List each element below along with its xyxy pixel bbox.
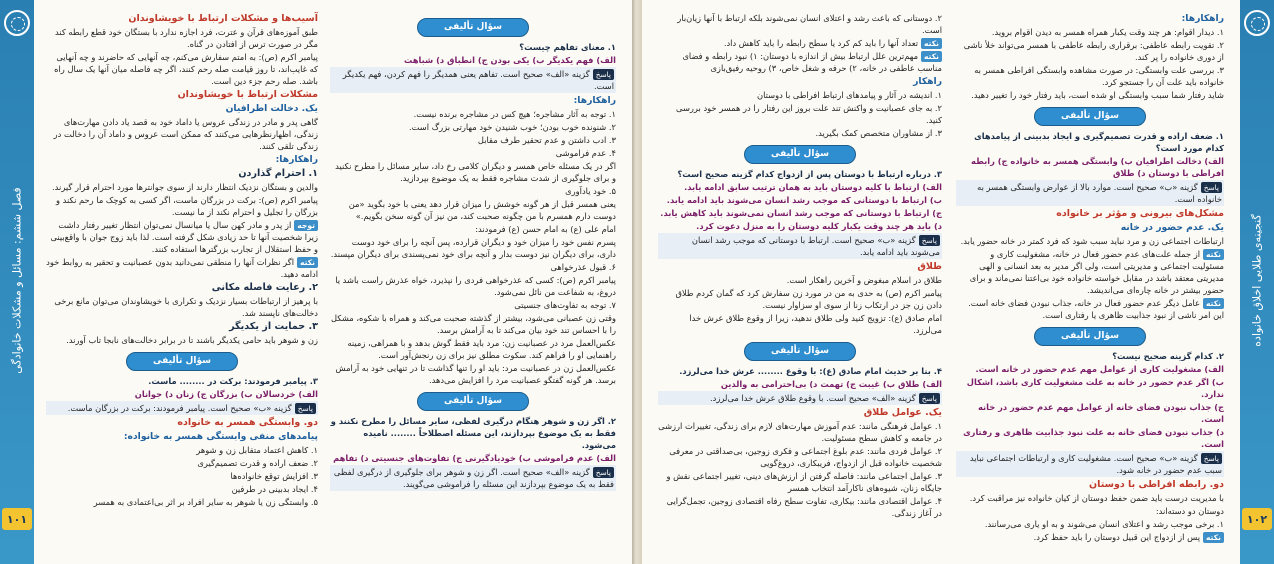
item-heading: ۱. احترام گذاردن <box>238 168 318 179</box>
body-text: عکس‌العمل زن در عصبانیت مرد: باید او را تنها گذاشت تا در تنهایی خود به آرامش برسد. هر گونه گفتگو عصبانیت مرد را افزایش می‌دهد. <box>335 363 616 385</box>
body-text: ۴. ایجاد بدبینی در طرفین <box>231 484 318 494</box>
body-text: ۱. برخی موجب رشد و اعتلای انسان می‌شوند و به او یاری می‌رسانند. <box>984 519 1224 529</box>
body-text: پیامبر اکرم (ص): به امتم سفارش می‌کنم، چه آنهایی که حاضرند و چه آنهایی که غایب‌اند، تا روز قیامت صله رحم کنند، اگر چه فاصله میان آنها یک سال راه باشد. صله رحم جزء دین است. <box>54 52 318 86</box>
question-header-pill <box>330 392 616 411</box>
answer-tag: پاسخ <box>593 69 614 80</box>
body-text: ۴. عوامل اقتصادی مانند: بیکاری، تفاوت سطح رفاه اقتصادی زوجین، تجمل‌گرایی در آغاز زندگی. <box>666 496 942 518</box>
subsection-heading: راهکارها: <box>275 154 318 165</box>
body-text: ۲. تقویت رابطه عاطفی: برقراری رابطه عاطفی با همسر می‌تواند خلأ ناشی از دوری خانواده را پر کند. <box>963 40 1224 62</box>
section-heading: دو. رابطه افراطی با دوستان <box>1089 479 1224 490</box>
note-text: پس از ازدواج این قبیل دوستان را باید حفظ کرد. <box>1033 532 1201 542</box>
note-line <box>956 531 1224 543</box>
subsection-heading: یک. عدم حضور در خانه <box>1120 222 1224 233</box>
note-tag: نکته <box>921 38 942 49</box>
left-page-column-left <box>46 12 318 552</box>
question-header-pill <box>330 18 616 37</box>
question-header-label: سؤال تألیفی <box>744 342 856 361</box>
answer-options: د) جذاب نبودن فضای خانه به علت نبود جذابیت ظاهری و رفتاری است. <box>963 427 1224 449</box>
item-heading: ۲. رعایت فاصله مکانی <box>211 282 318 293</box>
answer-options: ج) جذاب نبودن فضای خانه از عوامل مهم عدم حضور در خانه است. <box>977 402 1224 424</box>
answer-options: ج) ارتباط با دوستانی که موجب رشد انسان نمی‌شوند باید کاهش یابد. <box>660 208 942 218</box>
question-header-pill <box>658 145 942 164</box>
note-text: عامل دیگر عدم حضور فعال در خانه، جذاب نبودن فضای خانه است. این امر ناشی از نبود جذابیت ظاهری یا رفتاری است. <box>968 298 1224 320</box>
answer-line <box>956 451 1224 477</box>
body-text: ۴. عدم فراموشی <box>555 148 616 158</box>
answer-line <box>330 67 616 93</box>
body-text: شاید رفتار شما سبب وابستگی او شده است، باید رفتار خود را تغییر دهید. <box>971 90 1224 100</box>
question-header-label: سؤال تألیفی <box>744 145 856 164</box>
note-line <box>46 256 318 280</box>
body-text: پیامبر اکرم (ص): کسی که عذرخواهی فردی را نپذیرد، خواه عذرش راست باشد یا دروغ، به شفاعت من نائل نمی‌شود. <box>335 275 616 297</box>
answer-options: الف) دخالت اطرافیان ب) وابستگی همسر به خانواده ج) رابطه افراطی با دوستان د) طلاق <box>971 156 1224 178</box>
body-text: ۱. اندیشه در آثار و پیامدهای ارتباط افراطی با دوستان <box>757 90 942 100</box>
note-line <box>956 248 1224 296</box>
answer-line <box>956 180 1224 206</box>
answer-options: ب) اگر عدم حضور در خانه به علت مشغولیت کاری باشد، اشکال ندارد. <box>966 377 1224 399</box>
note-tag: نکته <box>297 257 318 268</box>
right-page-column-left <box>658 12 942 552</box>
body-text: با پرهیز از ارتباطات بسیار نزدیک و تکراری با خویشاوندان می‌توان مانع برخی دخالت‌های ناپسند شد. <box>54 296 318 318</box>
answer-tag: پاسخ <box>1201 453 1222 464</box>
body-text: ۳. بررسی علت وابستگی: در صورت مشاهده وابستگی افراطی همسر به خانواده باید علت آن را جستجو کرد. <box>974 65 1224 87</box>
subsection-heading: راهکارها: <box>1181 13 1224 24</box>
note-line <box>658 50 942 74</box>
body-text: امام علی (ع) به امام حسن (ع) فرمودند: <box>475 224 616 234</box>
note-line <box>658 37 942 49</box>
section-heading: دو. وابستگی همسر به خانواده <box>177 417 318 428</box>
question-header-pill <box>658 342 942 361</box>
body-text: طلاق در اسلام مبغوض و آخرین راهکار است. <box>786 275 942 285</box>
seal-icon <box>4 10 30 36</box>
answer-text: گزینه «الف» صحیح است. با وقوع طلاق عرش خدا می‌لرزد. <box>710 393 916 403</box>
subsection-heading: پیامدهای منفی وابستگی همسر به خانواده: <box>123 431 318 442</box>
note-text: اگر نظرات آنها را منطقی نمی‌دانید بدون عصبانیت و تحقیر به روابط خود ادامه دهید. <box>46 257 318 279</box>
answer-tag: پاسخ <box>593 467 614 478</box>
body-text: وقتی زن عصبانی می‌شود، بیشتر از گذشته صحبت می‌کند و همراه با شکوه، مشکل را با احساس تند خود بیان می‌کند تا به آرامش برسد. <box>331 313 616 335</box>
answer-text: گزینه «ب» صحیح است. مشغولیت کاری و ارتباطات اجتماعی نباید سبب عدم حضور در خانه شود. <box>969 453 1222 475</box>
body-text: ۳. ادب داشتن و عدم تحقیر طرف مقابل <box>477 135 616 145</box>
question-text: ۲. اگر زن و شوهر هنگام درگیری لفظی، سایر مسائل را مطرح نکنند و فقط به یک موضوع بپردازند، این مسئله اصطلاحاً ........ نامیده می‌شود. <box>330 416 616 450</box>
left-page <box>0 0 632 564</box>
answer-line <box>658 233 942 259</box>
question-header-label: سؤال تألیفی <box>1034 327 1146 346</box>
right-sidebar-band <box>1240 0 1274 564</box>
note-text: از پدر و مادر کهن سال یا میانسال نمی‌توان انتظار تغییر رفتار داشت زیرا شخصیت آنها تا حد زیادی شکل گرفته است. لذا باید زوج جوان با واقع‌بینی و حفظ استقلال از تجارب بزرگترها استفاده کنند. <box>50 220 318 254</box>
book-gutter <box>632 0 642 564</box>
page-number: ۱۰۱ <box>2 508 32 530</box>
body-text: ۱. عوامل فرهنگی مانند: عدم آموزش مهارت‌های لازم برای زندگی، تغییرات ارزشی در جامعه و کاهش سطح مسئولیت. <box>658 421 942 443</box>
answer-tag: پاسخ <box>919 393 940 404</box>
note-tag: نکته <box>1203 249 1224 260</box>
question-text: ۱. ضعف اراده و قدرت تصمیم‌گیری و ایجاد بدبینی از پیامدهای کدام مورد است؟ <box>974 131 1224 153</box>
note-text: مهم‌ترین علل ارتباط بیش از اندازه با دوستان: ۱) نبود رابطه و فضای مناسب عاطفی در خانه، ۲) حرفه و شغل خاص، ۳) روحیه رفیق‌بازی <box>682 51 942 73</box>
section-heading: یک. عوامل طلاق <box>863 407 942 418</box>
question-text: ۳. پیامبر فرمودند: برکت در ........ ماست. <box>148 376 318 386</box>
answer-tag: پاسخ <box>919 235 940 246</box>
question-header-pill <box>956 107 1224 126</box>
answer-options: الف) طلاق ب) غیبت ج) تهمت د) بی‌احترامی به والدین <box>720 379 942 389</box>
body-text: ۵. خود یادآوری <box>565 186 616 196</box>
answer-line <box>658 391 942 405</box>
question-header-pill <box>956 327 1224 346</box>
answer-options: الف) ارتباط با کلیه دوستان باید به همان ترتیب سابق ادامه یابد. <box>684 182 942 192</box>
question-header-label: سؤال تألیفی <box>417 18 529 37</box>
body-text: ارتباطات اجتماعی زن و مرد نباید سبب شود که فرد کمتر در خانه حضور یابد. <box>960 236 1224 246</box>
left-sidebar-band <box>0 0 34 564</box>
answer-tag: پاسخ <box>295 403 316 414</box>
body-text: ۳. عوامل اجتماعی مانند: فاصله گرفتن از ارزش‌های دینی، تغییر اجتماعی نقش و جایگاه زنان، شیوه‌های ناکارآمد انتخاب همسر <box>666 471 942 493</box>
section-heading: مشکل‌های بیرونی و مؤثر بر خانواده <box>1056 208 1224 219</box>
answer-options: د) باید هر چند وقت یکبار کلیه دوستان را به منزل دعوت کرد. <box>696 221 942 231</box>
answer-text: گزینه «الف» صحیح است. اگر زن و شوهر برای جلوگیری از درگیری لفظی فقط به یک موضوع بپردازند این مسئله را فراموشی می‌گویند. <box>333 467 614 489</box>
body-text: یعنی همسر قبل از هر گونه خوشش را میزان قرار دهد یعنی با خود بگوید «من دوست دارم همسرم با من چگونه صحبت کند، من نیز آن گونه سخن بگویم.» <box>348 199 616 221</box>
body-text: ۲. عوامل فردی مانند: عدم بلوغ اجتماعی و فکری زوجین، بی‌صداقتی در معرفی شخصیت خانواده قبل از ازدواج، فریبکاری، دروغ‌گویی <box>669 446 942 468</box>
answer-text: گزینه «ب» صحیح است. ارتباط با دوستانی که موجب رشد انسان می‌شوند باید ادامه یابد. <box>691 235 940 257</box>
section-heading: طلاق <box>917 261 942 272</box>
question-text: ۴. بنا بر حدیث امام صادق (ع): با وقوع ........ عرش خدا می‌لرزد. <box>679 366 942 376</box>
body-text: ۵. وابستگی زن یا شوهر به سایر افراد بر اثر بی‌اعتمادی به همسر <box>93 497 318 507</box>
note-text: تعداد آنها را باید کم کرد یا سطح رابطه را باید کاهش داد. <box>723 38 919 48</box>
note-line <box>46 219 318 255</box>
body-text: پسرم نفس خود را میزان خود و دیگران قرارده، پس آنچه را برای خود دوست داری، برای دیگران نیز دوست بدار و آنچه برای خود نمی‌پسندی برای دیگران مپسند. <box>330 237 616 259</box>
body-text: پیامبر اکرم (ص) به حدی به من در مورد زن سفارش کرد که گمان کردم طلاق دادن زن جز در ارتکاب زنا از سوی او سزاوار نیست. <box>675 288 942 310</box>
answer-line <box>46 401 318 415</box>
answer-text: گزینه «ب» صحیح است. پیامبر فرمودند: برکت در بزرگان ماست. <box>67 403 292 413</box>
note-tag: نکته <box>1203 298 1224 309</box>
note-tag: نکته <box>921 51 942 62</box>
section-heading: آسیب‌ها و مشکلات ارتباط با خویشاوندان <box>128 13 318 24</box>
body-text: ۲. شنونده خوب بودن؛ خوب شنیدن خود مهارتی بزرگ است. <box>409 122 616 132</box>
question-header-label: سؤال تألیفی <box>1034 107 1146 126</box>
question-text: ۲. کدام گزینه صحیح نیست؟ <box>1112 351 1224 361</box>
body-text: طبق آموزه‌های قرآن و عترت، فرد اجازه ندارد با بستگان خود قطع رابطه کند مگر در صورت ترس از افتادن در گناه. <box>54 27 318 49</box>
body-text: ۲. ضعف اراده و قدرت تصمیم‌گیری <box>197 458 318 468</box>
question-text: ۳. درباره ارتباط با دوستان پس از ازدواج کدام گزینه صحیح است؟ <box>677 169 942 179</box>
body-text: ۳. از مشاوران متخصص کمک بگیرید. <box>815 128 942 138</box>
body-text: گاهی پدر و مادر در زندگی عروس یا داماد خود به قصد یاد دادن مهارت‌های زندگی، اظهارنظرهایی می‌کنند که ممکن است عروس و داماد آن را دخالت در زندگی تلقی کنند. <box>53 117 318 151</box>
note-tag: توجه <box>294 220 318 231</box>
body-text: امام صادق (ع): تزویج کنید ولی طلاق ندهید، زیرا از وقوع طلاق عرش خدا می‌لرزد. <box>689 313 942 335</box>
body-text: عکس‌العمل مرد در عصبانیت زن: مرد باید فقط گوش بدهد و با همراهی، زمینه راهنمایی او را فراهم کند. سکوت مطلق نیز برای زن رنجش‌آور است. <box>347 338 616 360</box>
answer-line <box>330 465 616 491</box>
answer-options: الف) مشغولیت کاری از عوامل مهم عدم حضور در خانه است. <box>975 364 1224 374</box>
seal-icon <box>1244 10 1270 36</box>
section-heading: مشکلات ارتباط با خویشاوندان <box>177 89 318 100</box>
answer-text: گزینه «ب» صحیح است. موارد بالا از عوارض وابستگی همسر به خانواده است. <box>977 182 1222 204</box>
answer-options: الف) خردسالان ب) بزرگان ج) زنان د) جوانان <box>134 389 318 399</box>
answer-options: ب) ارتباط با دوستانی که موجب رشد انسان می‌شوند باید ادامه یابد. <box>666 195 942 205</box>
body-text: دوستان دو دسته‌اند: <box>1155 506 1224 516</box>
question-header-label: سؤال تألیفی <box>126 352 238 371</box>
question-text: ۱. معنای تفاهم چیست؟ <box>519 42 616 52</box>
body-text: اگر در یک مسئله خاص همسر و دیگران کلامی رخ داد، سایر مسائل را مطرح نکنید و برای جلوگیری از شدت مشاجره فقط به یک موضوع بپردازید. <box>335 161 616 183</box>
answer-options: الف) فهم یکدیگر ب) یکی بودن ج) انطباق د) شباهت <box>404 55 616 65</box>
page-number: ۱۰۲ <box>1242 508 1272 530</box>
body-text: ۶. قبول عذرخواهی <box>550 262 616 272</box>
subsection-heading: یک. دخالت اطرافیان <box>225 103 318 114</box>
note-line <box>956 297 1224 321</box>
body-text: ۱. دیدار اقوام: هر چند وقت یکبار همراه همسر به دیدن اقوام بروید. <box>991 27 1224 37</box>
subsection-heading: راهکار <box>913 76 942 87</box>
body-text: زن و شوهر باید حامی یکدیگر باشند تا در برابر دخالت‌های نابجا تاب آورند. <box>66 335 318 345</box>
spine-title: فصل ششم: مسائل و مشکلات خانوادگی <box>10 186 24 374</box>
body-text: والدین و بستگان نزدیک انتظار دارند از سوی جوانترها مورد احترام قرار گیرند. <box>52 182 318 192</box>
body-text: ۲. به جای عصبانیت و واکنش تند علت بروز این رفتار را در همسر خود بررسی کنید. <box>676 103 942 125</box>
note-tag: نکته <box>1203 532 1224 543</box>
answer-text: گزینه «الف» صحیح است. تفاهم یعنی همدیگر را فهم کردن، فهم یکدیگر است. <box>342 69 614 91</box>
left-page-column-right <box>330 12 616 552</box>
body-text: ۷. توجه به تفاوت‌های جنسیتی <box>514 300 616 310</box>
body-text: ۳. افزایش توقع خانواده‌ها <box>230 471 318 481</box>
right-page-column-right <box>956 12 1224 552</box>
body-text: ۱. کاهش اعتماد متقابل زن و شوهر <box>196 445 318 455</box>
note-text: از جمله علت‌های عدم حضور فعال در خانه، مشغولیت کاری و مسئولیت اجتماعی و مدیریتی است، ولی اگر مدیر به بعد انسانی و الهی مدیریتی معتقد باشد در مقابل خواسته خانواده خود بی‌اعتنا نمی‌ماند و برای حضور بیشتر در خانه چاره‌ای می‌اندیشد. <box>969 249 1224 295</box>
body-text: ۲. دوستانی که باعث رشد و اعتلای انسان نمی‌شوند بلکه ارتباط با آنها زیان‌بار است. <box>677 13 942 35</box>
question-header-label: سؤال تألیفی <box>417 392 529 411</box>
right-page <box>642 0 1274 564</box>
answer-options: الف) عدم فراموشی ب) خودیادگیرنی ج) تفاوت‌های جنسیتی د) تفاهم <box>333 453 616 463</box>
spine-title: گنجینه‌ی طلایی اخلاق خانواده <box>1250 213 1264 347</box>
subsection-heading: راهکارها: <box>573 95 616 106</box>
body-text: پیامبر اکرم (ص): برکت در بزرگان ماست، اگر کسی به کوچک ما رحم نکند و بزرگان را تجلیل و احترام نکند از ما نیست. <box>56 195 318 217</box>
answer-tag: پاسخ <box>1201 182 1222 193</box>
question-header-pill <box>46 352 318 371</box>
body-text: با مدیریت درست باید ضمن حفظ دوستان از کیان خانواده نیز مراقبت کرد. <box>969 493 1224 503</box>
body-text: ۱. توجه به آثار مشاجره؛ هیچ کس در مشاجره برنده نیست. <box>413 109 616 119</box>
item-heading: ۳. حمایت از یکدیگر <box>229 321 318 332</box>
